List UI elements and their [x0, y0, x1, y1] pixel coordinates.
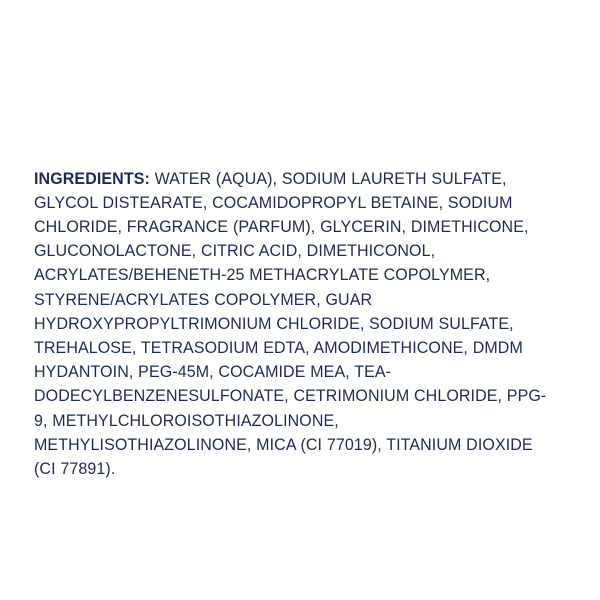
ingredients-section — [34, 150, 570, 498]
ingredients-paragraph — [34, 167, 551, 482]
ingredients-list: WATER (AQUA), SODIUM LAURETH SULFATE, GLYCOL DISTEARATE, COCAMIDOPROPYL BETAINE, SODIUM CHLORIDE, FRAGRANCE (PARFUM), GLYCERIN, DIMETHICONE, GLUCONOLACTONE, CITRIC ACID, DIMETHICONOL, ACRYLATES/BEHENETH-25 METHACRYLATE COPOLYMER, STYRENE/ACRYLATES COPOLYMER, GUAR HYDROXYPROPYLTRIMONIUM CHLORIDE, SODIUM SULFATE, TREHALOSE, TETRASODIUM EDTA, AMODIMETHICONE, DMDM HYDANTOIN, PEG-45M, COCAMIDE MEA, TEA-DODECYLBENZENESULFONATE, CETRIMONIUM CHLORIDE, PPG-9, METHYLCHLOROISOTHIAZOLINONE, METHYLISOTHIAZOLINONE, MICA (CI 77019), TITANIUM DIOXIDE (CI 77891). — [34, 168, 547, 479]
ingredients-heading: INGREDIENTS: — [34, 168, 150, 188]
